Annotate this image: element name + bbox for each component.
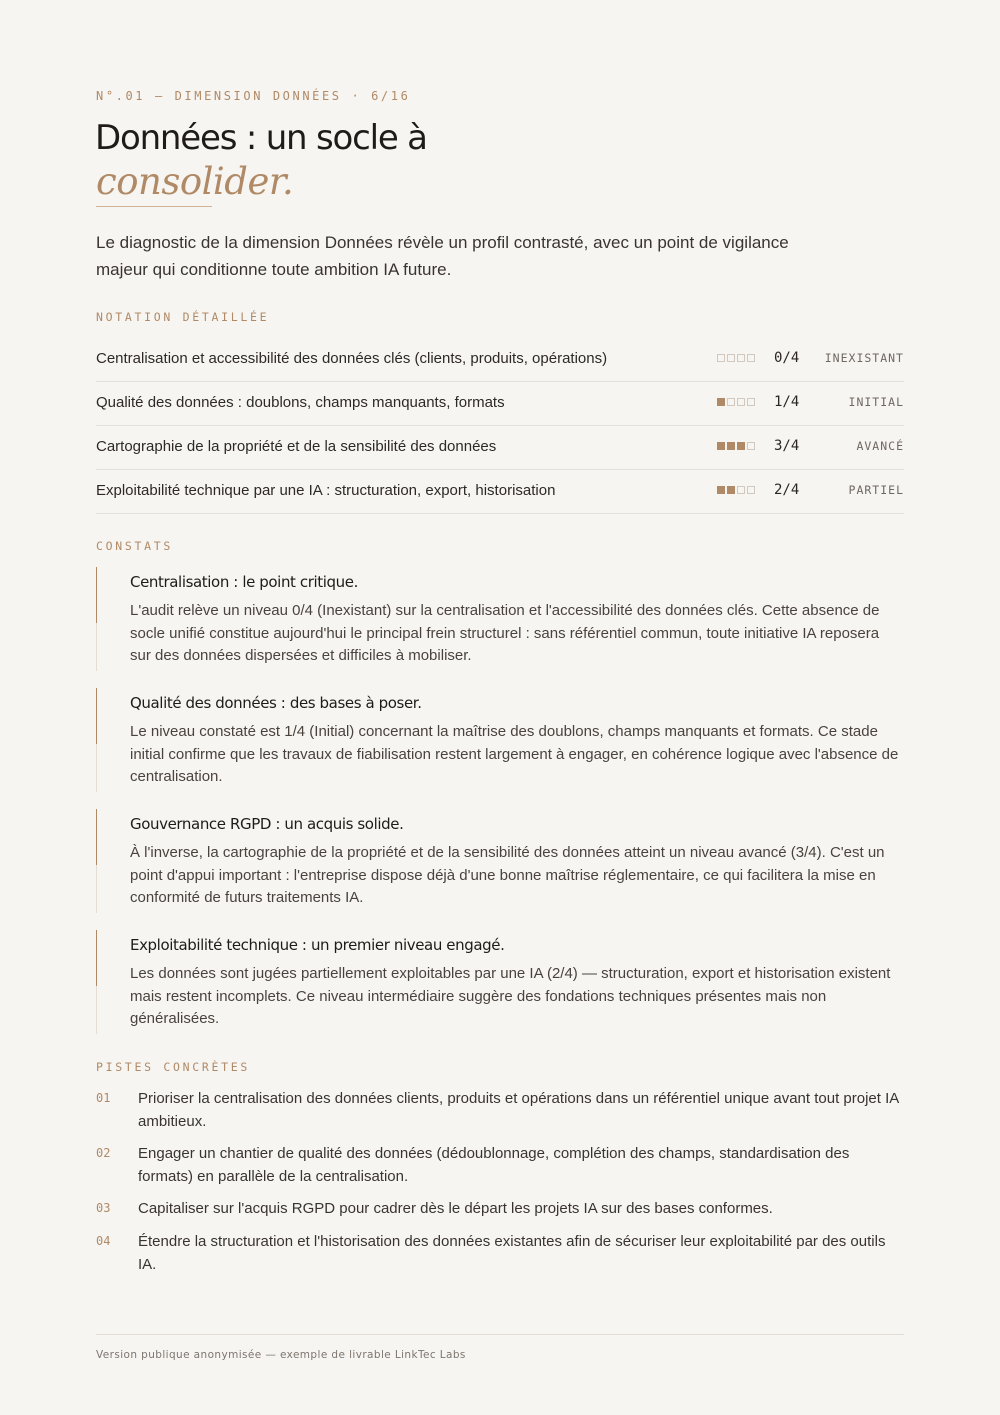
level-label: PARTIEL	[848, 483, 904, 497]
score-square-empty	[737, 486, 745, 494]
score-square-filled	[727, 486, 735, 494]
rating-row	[96, 426, 904, 470]
score-square-empty	[727, 354, 735, 362]
finding-block	[96, 567, 904, 671]
score-squares	[717, 442, 755, 451]
score-square-empty	[747, 354, 755, 362]
finding-block	[96, 688, 904, 792]
finding-accent-rule	[96, 930, 97, 986]
finding-block	[96, 930, 904, 1034]
level-label: AVANCÉ	[856, 439, 904, 453]
score-value: 1/4	[774, 394, 800, 410]
finding-accent-rule	[96, 567, 97, 623]
finding-text: À l'inverse, la cartographie de la propriété et de la sensibilité des données atteint un niveau avancé (3/4). C'est un point d'appui important : l'entreprise dispose déjà d'une bonne maîtrise réglementaire, ce qui facilitera la mise en conformité de futurs traitements IA.	[130, 844, 885, 907]
finding-title: Gouvernance RGPD : un acquis solide.	[130, 815, 404, 833]
action-number: 04	[96, 1234, 111, 1248]
action-text: Engager un chantier de qualité des données (dédoublonnage, complétion des champs, standardisation des formats) en parallèle de la centralisation.	[138, 1145, 850, 1185]
score-squares	[717, 486, 755, 495]
rating-row	[96, 470, 904, 514]
score-value: 0/4	[774, 350, 800, 366]
finding-title: Centralisation : le point critique.	[130, 573, 358, 591]
ratings-table	[96, 338, 904, 514]
rating-label: Cartographie de la propriété et de la sensibilité des données	[96, 438, 497, 455]
rating-row	[96, 382, 904, 426]
actions-section-label: PISTES CONCRÈTES	[96, 1060, 250, 1074]
finding-text: Les données sont jugées partiellement exploitables par une IA (2/4) — structuration, export et historisation existent mais restent incomplets. Ce niveau intermédiaire suggère des fondations techniques présentes mais non généralisées.	[130, 965, 891, 1028]
finding-title: Qualité des données : des bases à poser.	[130, 694, 422, 712]
rating-label: Centralisation et accessibilité des données clés (clients, produits, opérations)	[96, 350, 608, 367]
rating-row	[96, 338, 904, 382]
score-squares	[717, 354, 755, 363]
rating-label: Exploitabilité technique par une IA : structuration, export, historisation	[96, 482, 556, 499]
finding-block	[96, 809, 904, 913]
action-text: Prioriser la centralisation des données clients, produits et opérations dans un référentiel unique avant tout projet IA ambitieux.	[138, 1090, 899, 1130]
action-number: 03	[96, 1201, 111, 1215]
page-title-accent: consolider.	[96, 160, 294, 203]
score-square-empty	[727, 398, 735, 406]
lead-paragraph: Le diagnostic de la dimension Données révèle un profil contrasté, avec un point de vigilance majeur qui conditionne toute ambition IA future.	[96, 233, 789, 279]
score-squares	[717, 398, 755, 407]
score-square-empty	[737, 398, 745, 406]
score-square-filled	[717, 398, 725, 406]
findings-section-label: CONSTATS	[96, 539, 173, 553]
score-square-empty	[747, 398, 755, 406]
action-number: 01	[96, 1091, 111, 1105]
score-square-empty	[747, 442, 755, 450]
score-square-filled	[737, 442, 745, 450]
finding-text: L'audit relève un niveau 0/4 (Inexistant) sur la centralisation et l'accessibilité des données clés. Cette absence de socle unifié constitue aujourd'hui le principal frein structurel : sans référentiel commun, toute initiative IA reposera sur des données dispersées et difficiles à mobiliser.	[130, 602, 880, 665]
score-value: 3/4	[774, 438, 800, 454]
page-title: Données : un socle à	[95, 118, 427, 158]
score-square-filled	[727, 442, 735, 450]
action-text: Étendre la structuration et l'historisation des données existantes afin de sécuriser leur exploitabilité par des outils IA.	[138, 1233, 886, 1273]
score-square-filled	[717, 486, 725, 494]
section-kicker: N°.01 — DIMENSION DONNÉES · 6/16	[96, 89, 411, 103]
footer-divider	[96, 1334, 904, 1335]
score-value: 2/4	[774, 482, 800, 498]
action-number: 02	[96, 1146, 111, 1160]
score-square-filled	[717, 442, 725, 450]
ratings-section-label: NOTATION DÉTAILLÉE	[96, 310, 270, 324]
finding-title: Exploitabilité technique : un premier niveau engagé.	[130, 936, 505, 954]
footer-note: Version publique anonymisée — exemple de livrable LinkTec Labs	[96, 1349, 466, 1361]
level-label: INITIAL	[848, 395, 904, 409]
score-square-empty	[737, 354, 745, 362]
action-text: Capitaliser sur l'acquis RGPD pour cadrer dès le départ les projets IA sur des bases conformes.	[138, 1200, 773, 1217]
level-label: INEXISTANT	[824, 351, 904, 365]
finding-accent-rule	[96, 809, 97, 865]
title-underline	[96, 206, 212, 207]
score-square-empty	[717, 354, 725, 362]
finding-accent-rule	[96, 688, 97, 744]
finding-text: Le niveau constaté est 1/4 (Initial) concernant la maîtrise des doublons, champs manquants et formats. Ce stade initial confirme que les travaux de fiabilisation restent largement à engager, en cohérence logique avec l'absence de centralisation.	[130, 723, 899, 786]
score-square-empty	[747, 486, 755, 494]
rating-label: Qualité des données : doublons, champs manquants, formats	[96, 394, 505, 411]
